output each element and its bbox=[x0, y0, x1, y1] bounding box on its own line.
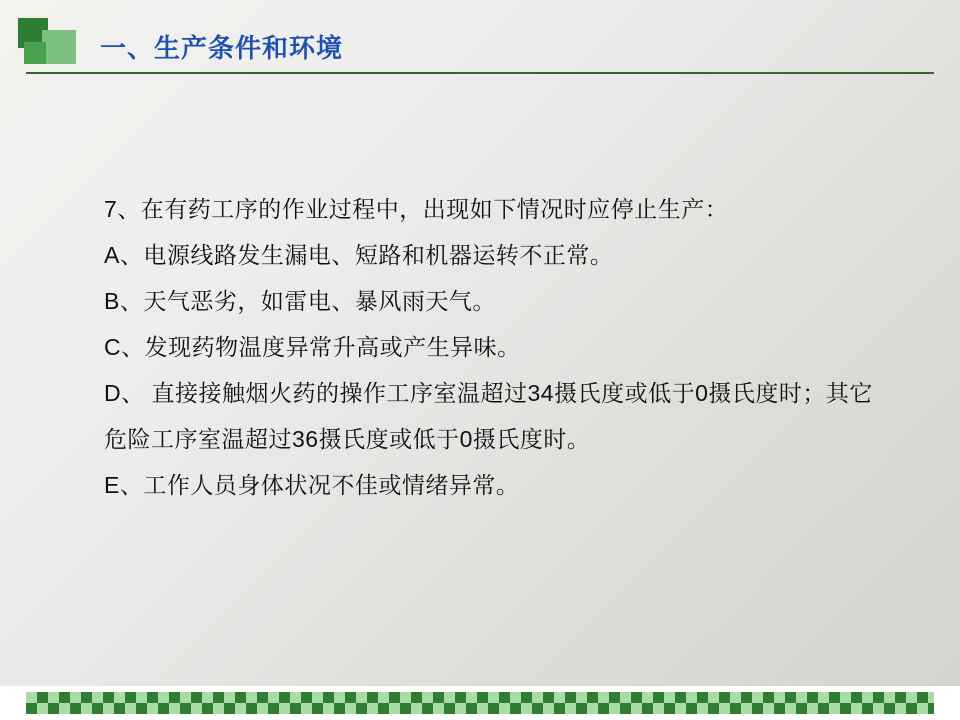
slide-header bbox=[0, 0, 960, 78]
body-line: 7、在有药工序的作业过程中，出现如下情况时应停止生产： bbox=[104, 196, 729, 222]
page-title: 一、生产条件和环境 bbox=[100, 33, 344, 63]
square-mid-icon bbox=[24, 42, 46, 64]
checker-pattern-decoration bbox=[26, 692, 934, 714]
body-line: A、电源线路发生漏电、短路和机器运转不正常。 bbox=[104, 242, 614, 268]
slide-body bbox=[104, 186, 894, 508]
decorative-squares-icon bbox=[18, 18, 80, 70]
square-light-icon bbox=[42, 30, 76, 64]
header-divider bbox=[26, 72, 934, 74]
body-line: C、发现药物温度异常升高或产生异味。 bbox=[104, 334, 521, 360]
body-line: E、工作人员身体状况不佳或情绪异常。 bbox=[104, 472, 520, 498]
body-line: D、 直接接触烟火药的操作工序室温超过34摄氏度或低于0摄氏度时；其它危险工序室温超过36摄氏度或低于0摄氏度时。 bbox=[104, 380, 873, 452]
body-line: B、天气恶劣，如雷电、暴风雨天气。 bbox=[104, 288, 496, 314]
slide-footer bbox=[0, 686, 960, 720]
